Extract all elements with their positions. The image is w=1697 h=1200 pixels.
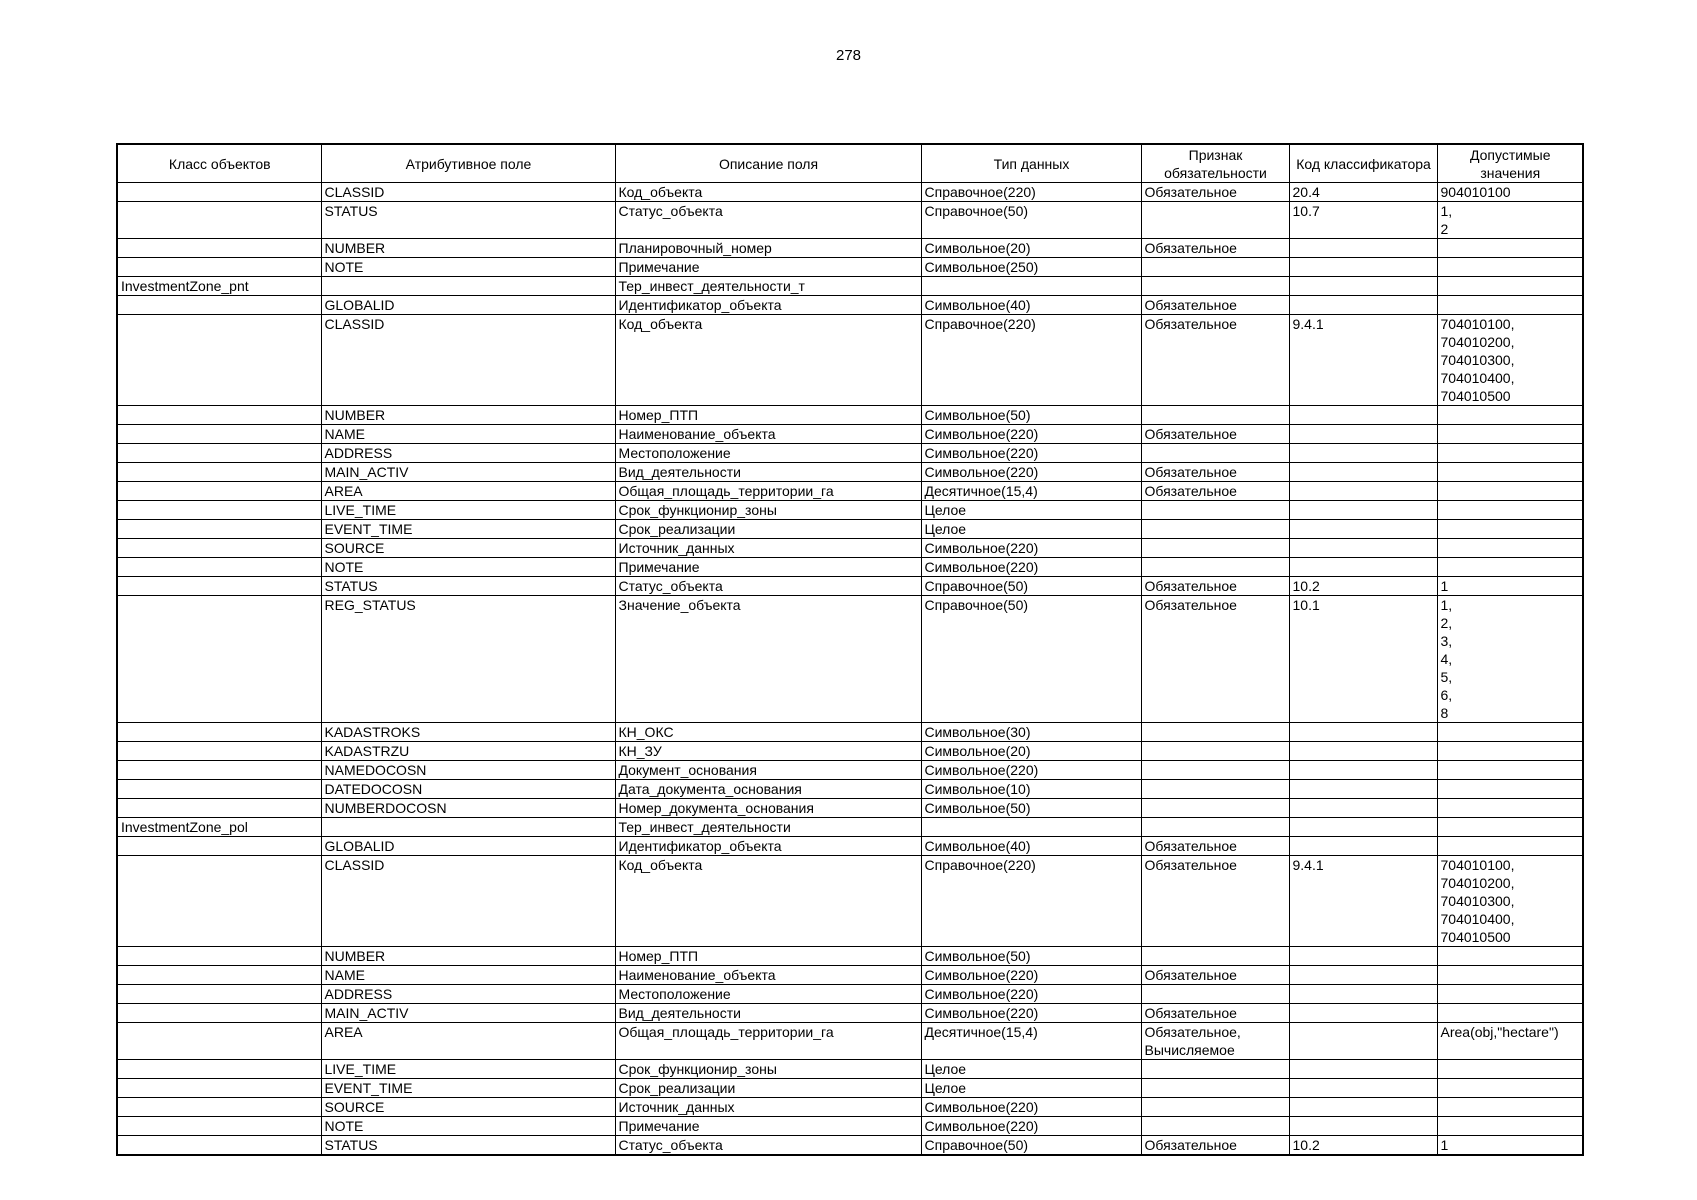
class-cell [117, 539, 321, 558]
table-row [117, 277, 1583, 296]
values-cell [1437, 1060, 1583, 1079]
description-cell: Источник_данных [615, 1098, 921, 1117]
class-cell [117, 444, 321, 463]
class-cell [117, 1117, 321, 1136]
type-cell: Десятичное(15,4) [921, 482, 1141, 501]
required-cell: Обязательное [1141, 1136, 1289, 1156]
description-cell: Статус_объекта [615, 1136, 921, 1156]
type-cell: Символьное(220) [921, 463, 1141, 482]
values-cell [1437, 463, 1583, 482]
type-cell: Справочное(50) [921, 1136, 1141, 1156]
required-cell: Обязательное [1141, 837, 1289, 856]
field-cell: ADDRESS [321, 985, 615, 1004]
classifier-cell [1289, 1098, 1437, 1117]
required-cell [1141, 1079, 1289, 1098]
field-cell: NUMBER [321, 947, 615, 966]
classifier-cell [1289, 818, 1437, 837]
field-cell: STATUS [321, 202, 615, 239]
classifier-cell [1289, 1060, 1437, 1079]
table-row [117, 444, 1583, 463]
required-cell [1141, 558, 1289, 577]
table-row [117, 723, 1583, 742]
table-row [117, 539, 1583, 558]
type-cell: Символьное(10) [921, 780, 1141, 799]
field-cell: NOTE [321, 558, 615, 577]
class-cell [117, 947, 321, 966]
required-cell [1141, 1060, 1289, 1079]
field-cell: EVENT_TIME [321, 520, 615, 539]
required-cell: Обязательное [1141, 1004, 1289, 1023]
required-cell: Обязательное [1141, 596, 1289, 723]
table-row [117, 837, 1583, 856]
type-cell: Символьное(40) [921, 296, 1141, 315]
class-cell [117, 258, 321, 277]
table-row [117, 482, 1583, 501]
type-cell: Символьное(220) [921, 1117, 1141, 1136]
values-cell: 904010100 [1437, 183, 1583, 202]
description-cell: Код_объекта [615, 315, 921, 406]
type-cell: Символьное(50) [921, 799, 1141, 818]
classifier-cell [1289, 406, 1437, 425]
description-cell: Код_объекта [615, 856, 921, 947]
required-cell: Обязательное [1141, 577, 1289, 596]
description-cell: Источник_данных [615, 539, 921, 558]
table-row [117, 577, 1583, 596]
type-cell: Справочное(50) [921, 596, 1141, 723]
description-cell: Примечание [615, 258, 921, 277]
table-row [117, 425, 1583, 444]
type-cell: Справочное(50) [921, 577, 1141, 596]
required-cell [1141, 818, 1289, 837]
field-cell: NOTE [321, 258, 615, 277]
classifier-cell [1289, 277, 1437, 296]
class-cell [117, 985, 321, 1004]
description-cell: Тер_инвест_деятельности [615, 818, 921, 837]
type-cell [921, 277, 1141, 296]
field-cell: NAMEDOCOSN [321, 761, 615, 780]
class-cell [117, 577, 321, 596]
class-cell [117, 1060, 321, 1079]
description-cell: Документ_основания [615, 761, 921, 780]
class-cell [117, 742, 321, 761]
field-cell [321, 818, 615, 837]
field-cell: STATUS [321, 577, 615, 596]
type-cell: Целое [921, 501, 1141, 520]
table-row [117, 258, 1583, 277]
class-cell [117, 501, 321, 520]
description-cell: Номер_ПТП [615, 406, 921, 425]
classifier-cell [1289, 837, 1437, 856]
class-cell [117, 315, 321, 406]
values-cell [1437, 742, 1583, 761]
class-cell [117, 1023, 321, 1060]
description-cell: Местоположение [615, 444, 921, 463]
required-cell: Обязательное [1141, 425, 1289, 444]
table-row [117, 501, 1583, 520]
header-row [117, 144, 1583, 183]
required-cell: Обязательное [1141, 856, 1289, 947]
required-cell [1141, 947, 1289, 966]
required-cell [1141, 761, 1289, 780]
description-cell: Наименование_объекта [615, 425, 921, 444]
values-cell: 704010100, 704010200, 704010300, 704010400, 704010500 [1437, 856, 1583, 947]
class-cell [117, 239, 321, 258]
values-cell [1437, 296, 1583, 315]
description-cell: Общая_площадь_территории_га [615, 1023, 921, 1060]
class-cell [117, 799, 321, 818]
values-cell [1437, 258, 1583, 277]
class-cell [117, 463, 321, 482]
values-cell [1437, 799, 1583, 818]
type-cell: Символьное(220) [921, 1098, 1141, 1117]
required-cell [1141, 520, 1289, 539]
classifier-cell [1289, 482, 1437, 501]
required-cell: Обязательное [1141, 183, 1289, 202]
values-cell [1437, 1079, 1583, 1098]
field-cell: CLASSID [321, 856, 615, 947]
type-cell: Символьное(20) [921, 742, 1141, 761]
class-cell [117, 966, 321, 985]
type-cell: Символьное(220) [921, 539, 1141, 558]
type-cell: Символьное(220) [921, 558, 1141, 577]
page-number: 278 [835, 47, 862, 64]
field-cell: NAME [321, 966, 615, 985]
field-cell: LIVE_TIME [321, 501, 615, 520]
type-cell: Символьное(30) [921, 723, 1141, 742]
class-cell [117, 406, 321, 425]
classifier-cell [1289, 966, 1437, 985]
class-cell [117, 761, 321, 780]
table-row [117, 202, 1583, 239]
required-cell [1141, 985, 1289, 1004]
column-header: Допустимые значения [1437, 144, 1583, 183]
type-cell: Символьное(220) [921, 761, 1141, 780]
table-row [117, 558, 1583, 577]
values-cell [1437, 818, 1583, 837]
field-cell: LIVE_TIME [321, 1060, 615, 1079]
column-header: Признак обязательности [1141, 144, 1289, 183]
description-cell: Номер_документа_основания [615, 799, 921, 818]
description-cell: Срок_реализации [615, 1079, 921, 1098]
description-cell: Идентификатор_объекта [615, 296, 921, 315]
class-cell [117, 1079, 321, 1098]
classifier-cell [1289, 1023, 1437, 1060]
required-cell [1141, 780, 1289, 799]
required-cell [1141, 539, 1289, 558]
table-row [117, 596, 1583, 723]
classifier-cell: 10.2 [1289, 577, 1437, 596]
column-header: Класс объектов [117, 144, 321, 183]
required-cell [1141, 258, 1289, 277]
required-cell [1141, 444, 1289, 463]
classifier-cell [1289, 761, 1437, 780]
required-cell [1141, 501, 1289, 520]
required-cell: Обязательное [1141, 966, 1289, 985]
table-row [117, 1060, 1583, 1079]
description-cell: Планировочный_номер [615, 239, 921, 258]
class-cell [117, 558, 321, 577]
values-cell [1437, 520, 1583, 539]
values-cell [1437, 539, 1583, 558]
field-cell: NOTE [321, 1117, 615, 1136]
classifier-cell [1289, 985, 1437, 1004]
class-cell [117, 482, 321, 501]
classifier-cell [1289, 799, 1437, 818]
column-header: Атрибутивное поле [321, 144, 615, 183]
values-cell [1437, 780, 1583, 799]
values-cell [1437, 406, 1583, 425]
type-cell: Десятичное(15,4) [921, 1023, 1141, 1060]
classifier-cell: 20.4 [1289, 183, 1437, 202]
type-cell: Справочное(220) [921, 315, 1141, 406]
values-cell [1437, 966, 1583, 985]
field-cell: EVENT_TIME [321, 1079, 615, 1098]
table-row [117, 742, 1583, 761]
description-cell: Общая_площадь_территории_га [615, 482, 921, 501]
class-cell [117, 837, 321, 856]
description-cell: Статус_объекта [615, 202, 921, 239]
class-cell [117, 1004, 321, 1023]
field-cell: SOURCE [321, 1098, 615, 1117]
field-cell: NUMBERDOCOSN [321, 799, 615, 818]
classifier-cell [1289, 520, 1437, 539]
classifier-cell [1289, 501, 1437, 520]
description-cell: Тер_инвест_деятельности_т [615, 277, 921, 296]
classifier-cell [1289, 444, 1437, 463]
classifier-cell [1289, 463, 1437, 482]
description-cell: Номер_ПТП [615, 947, 921, 966]
values-cell [1437, 947, 1583, 966]
table-row [117, 947, 1583, 966]
classifier-cell [1289, 742, 1437, 761]
description-cell: Идентификатор_объекта [615, 837, 921, 856]
classifier-cell: 10.1 [1289, 596, 1437, 723]
field-cell: NUMBER [321, 406, 615, 425]
values-cell [1437, 1098, 1583, 1117]
values-cell [1437, 1004, 1583, 1023]
description-cell: КН_ЗУ [615, 742, 921, 761]
values-cell [1437, 837, 1583, 856]
classifier-cell [1289, 558, 1437, 577]
field-cell [321, 277, 615, 296]
field-cell: NUMBER [321, 239, 615, 258]
description-cell: Наименование_объекта [615, 966, 921, 985]
required-cell [1141, 277, 1289, 296]
required-cell [1141, 742, 1289, 761]
required-cell: Обязательное, Вычисляемое [1141, 1023, 1289, 1060]
type-cell: Целое [921, 1060, 1141, 1079]
type-cell: Справочное(50) [921, 202, 1141, 239]
table-row [117, 239, 1583, 258]
values-cell [1437, 444, 1583, 463]
classifier-cell [1289, 780, 1437, 799]
required-cell [1141, 406, 1289, 425]
type-cell: Целое [921, 520, 1141, 539]
column-header: Тип данных [921, 144, 1141, 183]
field-cell: GLOBALID [321, 296, 615, 315]
table-body [117, 183, 1583, 1156]
class-cell [117, 596, 321, 723]
type-cell [921, 818, 1141, 837]
description-cell: Вид_деятельности [615, 1004, 921, 1023]
field-cell: DATEDOCOSN [321, 780, 615, 799]
description-cell: Срок_функционир_зоны [615, 1060, 921, 1079]
class-cell [117, 520, 321, 539]
class-cell: InvestmentZone_pol [117, 818, 321, 837]
classifier-cell: 10.2 [1289, 1136, 1437, 1156]
values-cell [1437, 277, 1583, 296]
values-cell [1437, 1117, 1583, 1136]
classifier-cell [1289, 1117, 1437, 1136]
type-cell: Символьное(220) [921, 1004, 1141, 1023]
classifier-cell: 10.7 [1289, 202, 1437, 239]
description-cell: Примечание [615, 558, 921, 577]
classifier-cell: 9.4.1 [1289, 315, 1437, 406]
required-cell: Обязательное [1141, 239, 1289, 258]
column-header: Код классификатора [1289, 144, 1437, 183]
classifier-cell [1289, 296, 1437, 315]
classifier-cell [1289, 723, 1437, 742]
description-cell: Дата_документа_основания [615, 780, 921, 799]
required-cell [1141, 1098, 1289, 1117]
field-cell: MAIN_ACTIV [321, 463, 615, 482]
required-cell [1141, 1117, 1289, 1136]
field-cell: NAME [321, 425, 615, 444]
field-cell: CLASSID [321, 315, 615, 406]
type-cell: Символьное(40) [921, 837, 1141, 856]
description-cell: КН_ОКС [615, 723, 921, 742]
description-cell: Код_объекта [615, 183, 921, 202]
class-cell [117, 780, 321, 799]
table-row [117, 1023, 1583, 1060]
type-cell: Символьное(220) [921, 425, 1141, 444]
field-cell: ADDRESS [321, 444, 615, 463]
values-cell [1437, 985, 1583, 1004]
class-cell [117, 856, 321, 947]
class-cell: InvestmentZone_pnt [117, 277, 321, 296]
table-row [117, 966, 1583, 985]
table-row [117, 856, 1583, 947]
required-cell: Обязательное [1141, 315, 1289, 406]
type-cell: Символьное(220) [921, 966, 1141, 985]
description-cell: Статус_объекта [615, 577, 921, 596]
values-cell [1437, 239, 1583, 258]
description-cell: Срок_реализации [615, 520, 921, 539]
table-row [117, 985, 1583, 1004]
classifier-cell [1289, 1079, 1437, 1098]
classifier-cell [1289, 947, 1437, 966]
class-cell [117, 1098, 321, 1117]
description-cell: Примечание [615, 1117, 921, 1136]
table-row [117, 818, 1583, 837]
type-cell: Целое [921, 1079, 1141, 1098]
class-cell [117, 202, 321, 239]
required-cell: Обязательное [1141, 482, 1289, 501]
values-cell [1437, 723, 1583, 742]
values-cell: Area(obj,"hectare") [1437, 1023, 1583, 1060]
table-row [117, 1079, 1583, 1098]
field-cell: SOURCE [321, 539, 615, 558]
class-cell [117, 1136, 321, 1156]
table-row [117, 183, 1583, 202]
table-row [117, 799, 1583, 818]
table-row [117, 296, 1583, 315]
classifier-cell [1289, 258, 1437, 277]
table-row [117, 1098, 1583, 1117]
type-cell: Символьное(220) [921, 985, 1141, 1004]
values-cell [1437, 425, 1583, 444]
table-row [117, 1136, 1583, 1156]
table-row [117, 1117, 1583, 1136]
type-cell: Справочное(220) [921, 183, 1141, 202]
table-row [117, 1004, 1583, 1023]
required-cell [1141, 202, 1289, 239]
description-cell: Значение_объекта [615, 596, 921, 723]
description-cell: Вид_деятельности [615, 463, 921, 482]
values-cell: 704010100, 704010200, 704010300, 704010400, 704010500 [1437, 315, 1583, 406]
values-cell [1437, 761, 1583, 780]
values-cell: 1, 2 [1437, 202, 1583, 239]
type-cell: Символьное(220) [921, 444, 1141, 463]
field-cell: REG_STATUS [321, 596, 615, 723]
field-cell: KADASTROKS [321, 723, 615, 742]
table-row [117, 761, 1583, 780]
classifier-cell [1289, 1004, 1437, 1023]
values-cell: 1 [1437, 577, 1583, 596]
classifier-cell: 9.4.1 [1289, 856, 1437, 947]
values-cell: 1, 2, 3, 4, 5, 6, 8 [1437, 596, 1583, 723]
required-cell: Обязательное [1141, 463, 1289, 482]
type-cell: Символьное(50) [921, 947, 1141, 966]
required-cell [1141, 723, 1289, 742]
classifier-cell [1289, 539, 1437, 558]
table-row [117, 315, 1583, 406]
field-cell: CLASSID [321, 183, 615, 202]
values-cell: 1 [1437, 1136, 1583, 1156]
classifier-cell [1289, 239, 1437, 258]
class-cell [117, 183, 321, 202]
field-cell: AREA [321, 1023, 615, 1060]
class-cell [117, 296, 321, 315]
description-cell: Местоположение [615, 985, 921, 1004]
attribute-table [116, 143, 1584, 1156]
field-cell: GLOBALID [321, 837, 615, 856]
table-row [117, 780, 1583, 799]
values-cell [1437, 501, 1583, 520]
classifier-cell [1289, 425, 1437, 444]
type-cell: Символьное(20) [921, 239, 1141, 258]
class-cell [117, 723, 321, 742]
field-cell: STATUS [321, 1136, 615, 1156]
field-cell: MAIN_ACTIV [321, 1004, 615, 1023]
class-cell [117, 425, 321, 444]
table-row [117, 520, 1583, 539]
required-cell [1141, 799, 1289, 818]
values-cell [1437, 558, 1583, 577]
values-cell [1437, 482, 1583, 501]
type-cell: Символьное(50) [921, 406, 1141, 425]
table-row [117, 406, 1583, 425]
column-header: Описание поля [615, 144, 921, 183]
type-cell: Справочное(220) [921, 856, 1141, 947]
description-cell: Срок_функционир_зоны [615, 501, 921, 520]
type-cell: Символьное(250) [921, 258, 1141, 277]
field-cell: AREA [321, 482, 615, 501]
table-row [117, 463, 1583, 482]
field-cell: KADASTRZU [321, 742, 615, 761]
required-cell: Обязательное [1141, 296, 1289, 315]
